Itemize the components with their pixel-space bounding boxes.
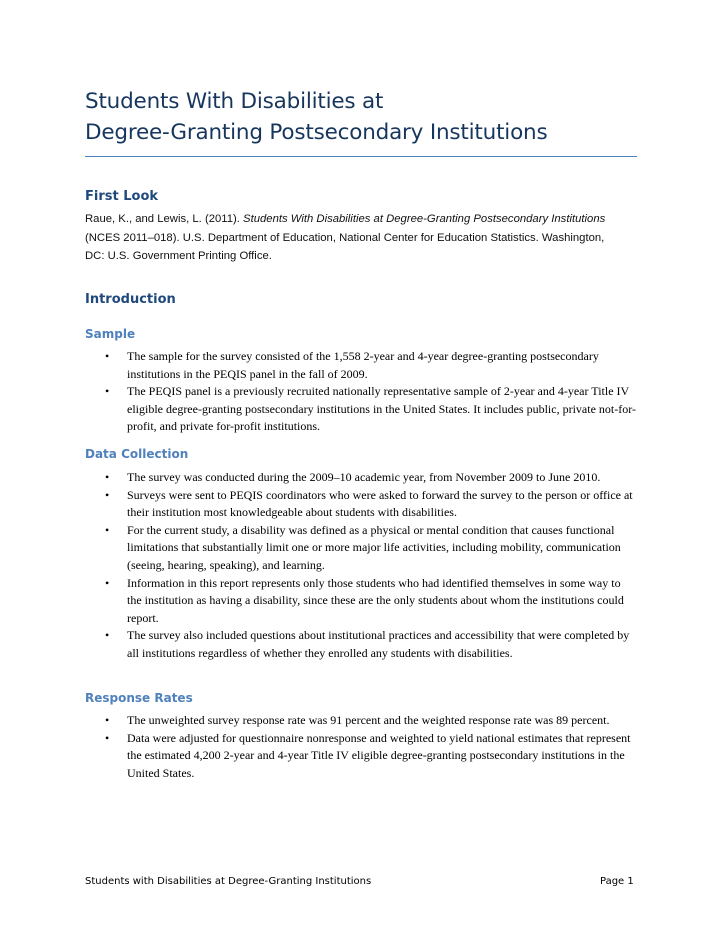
footer-title: Students with Disabilities at Degree-Granting Institutions xyxy=(85,876,372,887)
sample-heading: Sample xyxy=(85,327,136,341)
list-item: • The survey also included questions about institutional practices and accessibility that were completed by all institutions regardless of whether they enrolled any students with disabilities. xyxy=(85,627,637,662)
page-title xyxy=(85,86,637,148)
title-line-1: Students With Disabilities at xyxy=(85,89,384,114)
list-item: • The unweighted survey response rate was 91 percent and the weighted response rate was 89 percent. xyxy=(85,712,637,730)
title-divider xyxy=(85,156,637,157)
list-item: • Data were adjusted for questionnaire nonresponse and weighted to yield national estimates that represent the estimated 4,200 2-year and 4-year Title IV eligible degree-granting postsecondary institutions in the United States. xyxy=(85,730,637,783)
list-item: • For the current study, a disability was defined as a physical or mental condition that causes functional limitations that substantially limit one or more major life activities, including mobility, communication (seeing, hearing, speaking), and learning. xyxy=(85,522,637,575)
list-item: • Surveys were sent to PEQIS coordinators who were asked to forward the survey to the person or office at their institution most knowledgeable about students with disabilities. xyxy=(85,487,637,522)
citation-prefix: Raue, K., and Lewis, L. (2011). xyxy=(85,213,244,225)
response-rates-heading: Response Rates xyxy=(85,691,193,705)
list-item: • Information in this report represents only those students who had identified themselves in some way to the institution as having a disability, since these are the only students about whom the institutions could report. xyxy=(85,575,637,628)
data-collection-heading: Data Collection xyxy=(85,447,189,461)
first-look-heading: First Look xyxy=(85,189,159,204)
page-number: Page 1 xyxy=(600,876,634,887)
citation-suffix: (NCES 2011–018). U.S. Department of Education, National Center for Education Statistics. Washington, DC: U.S. Government Printing Office. xyxy=(85,231,605,262)
list-item: • The sample for the survey consisted of the 1,558 2-year and 4-year degree-granting postsecondary institutions in the PEQIS panel in the fall of 2009. xyxy=(85,348,637,383)
citation-title: Students With Disabilities at Degree-Granting Postsecondary Institutions xyxy=(243,213,606,225)
response-rates-list xyxy=(85,712,637,782)
list-item: • The PEQIS panel is a previously recruited nationally representative sample of 2-year and 4-year Title IV eligible degree-granting postsecondary institutions in the United States. It includes public, private not-for-profit, and private for-profit institutions. xyxy=(85,383,637,436)
list-item: • The survey was conducted during the 2009–10 academic year, from November 2009 to June 2010. xyxy=(85,469,637,487)
citation xyxy=(85,210,625,266)
sample-list xyxy=(85,348,637,436)
title-line-2: Degree-Granting Postsecondary Institutions xyxy=(85,120,548,145)
data-collection-list xyxy=(85,469,637,663)
introduction-heading: Introduction xyxy=(85,292,176,307)
